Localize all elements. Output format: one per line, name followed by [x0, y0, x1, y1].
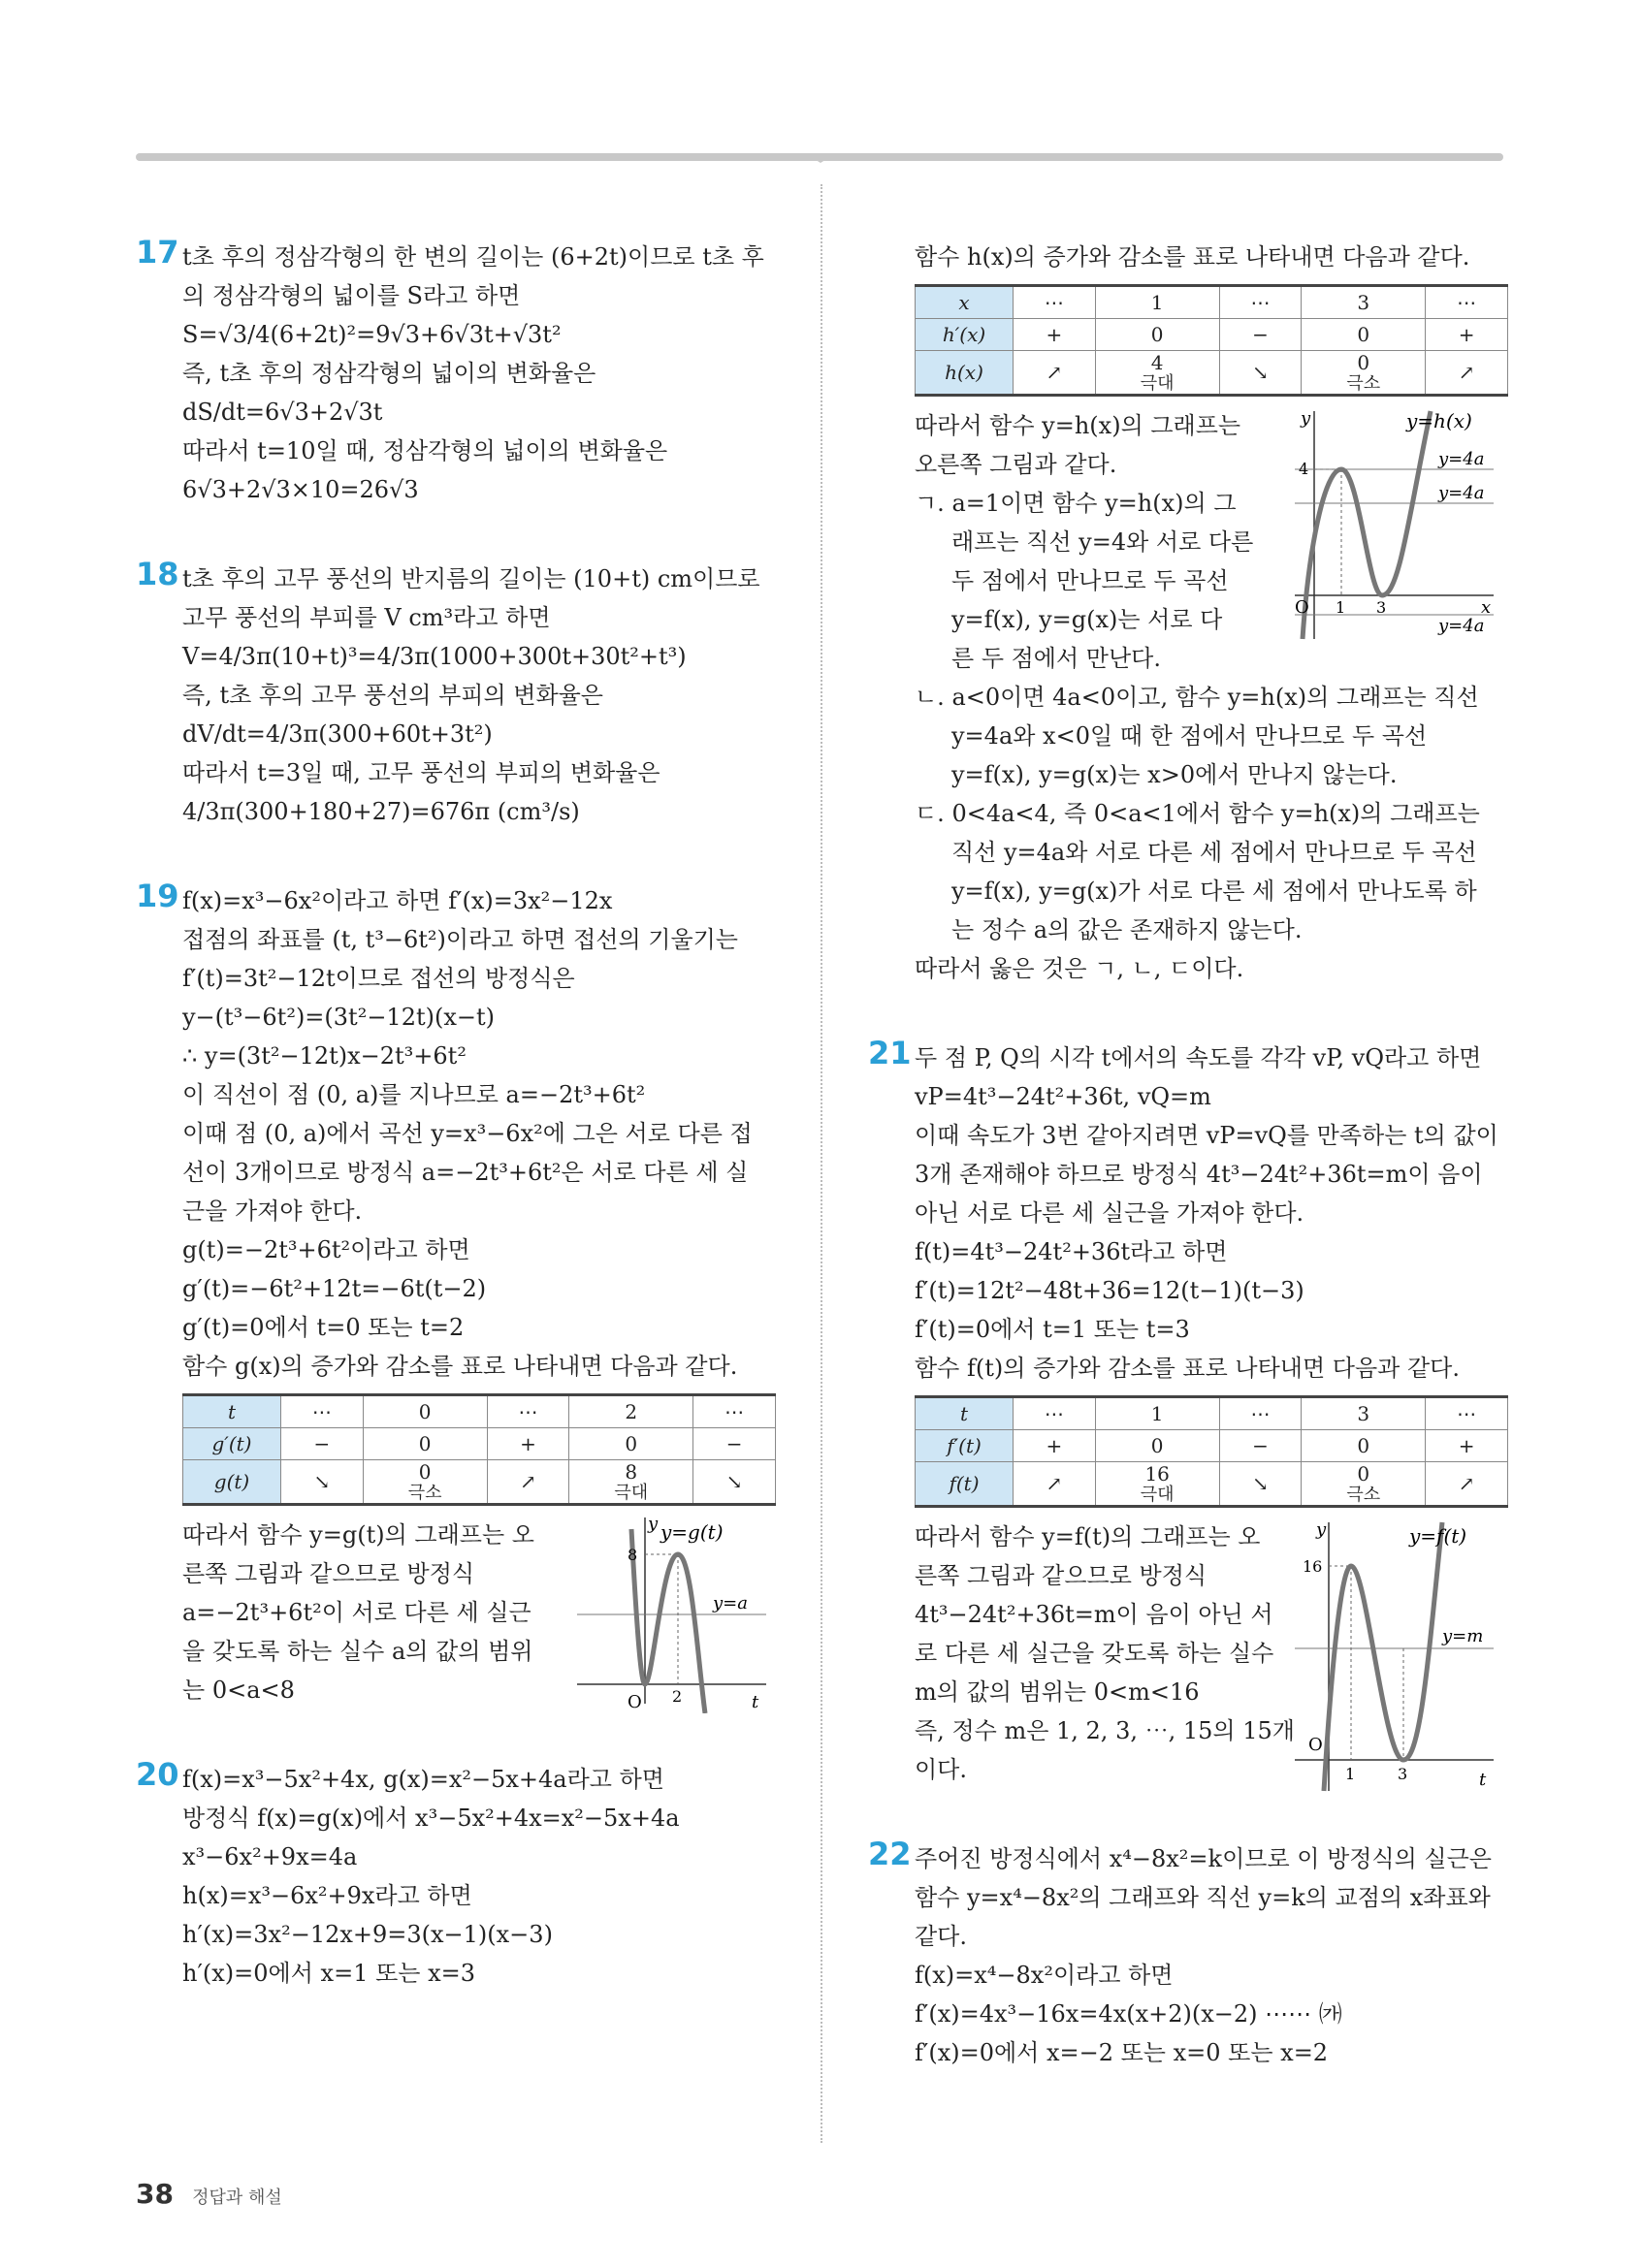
table-cell [1302, 1462, 1426, 1507]
table-cell: ⋯ [1426, 1397, 1508, 1430]
table-cell: 0 [363, 1428, 487, 1460]
equation-line: f′(x)=0에서 x=−2 또는 x=0 또는 x=2 [915, 2039, 1329, 2066]
problem-number: 21 [868, 1035, 912, 1071]
equation-line: g′(t)=−6t²+12t=−6t(t−2) [182, 1275, 487, 1302]
text-line: t초 후의 고무 풍선의 반지름의 길이는 (10+t) cm이므로 [182, 565, 760, 592]
text-line: 두 점에서 만나므로 두 곡선 [951, 567, 1229, 594]
table-cell: x [916, 286, 1014, 319]
text-line: 의 정삼각형의 넓이를 S라고 하면 [182, 282, 521, 309]
tick-label: 16 [1303, 1557, 1323, 1576]
text-line: 즉, 정수 m은 1, 2, 3, ⋯, 15의 15개 [915, 1717, 1295, 1744]
text-line: 직선 y=4a와 서로 다른 세 점에서 만나므로 두 곡선 [951, 839, 1477, 866]
table-cell: − [1219, 1430, 1302, 1462]
problem-number: 20 [136, 1756, 179, 1793]
tick-label: 4 [1299, 460, 1309, 478]
table-cell: + [1014, 1430, 1096, 1462]
problem-number: 17 [136, 234, 179, 271]
table-cell: 0 [1302, 1430, 1426, 1462]
tick-label: 2 [672, 1687, 683, 1706]
table-cell [569, 1460, 693, 1505]
table-cell: h(x) [916, 351, 1014, 396]
curve-f [1324, 1522, 1442, 1791]
table-sub-label: 극소 [1346, 1485, 1381, 1505]
text-line: 아닌 서로 다른 세 실근을 가져야 한다. [915, 1199, 1304, 1227]
page-footer [136, 2178, 282, 2210]
table-cell: 0 [363, 1395, 487, 1428]
problem-22 [868, 1836, 1492, 2072]
text-line: f(x)=x³−6x²이라고 하면 f′(x)=3x²−12x [182, 887, 613, 914]
equation-line: h′(x)=0에서 x=1 또는 x=3 [182, 1960, 475, 1987]
tick-label: 1 [1336, 598, 1346, 617]
line-label: y=4a [1438, 616, 1485, 636]
axis-label: y [1316, 1519, 1327, 1540]
text-line: 함수 f(t)의 증가와 감소를 표로 나타내면 다음과 같다. [915, 1355, 1460, 1382]
text-line: 함수 h(x)의 증가와 감소를 표로 나타내면 다음과 같다. [915, 243, 1470, 271]
origin-label: O [1308, 1735, 1323, 1755]
equation-line: f′(t)=0에서 t=1 또는 t=3 [915, 1316, 1190, 1343]
table-cell: h′(x) [916, 319, 1014, 351]
table-sub-label: 극대 [1140, 1485, 1175, 1505]
table-value: 0 [1357, 351, 1370, 374]
table-cell: t [916, 1397, 1014, 1430]
text-line: ㄱ. a=1이면 함수 y=h(x)의 그 [915, 490, 1237, 517]
variation-table-g [182, 1393, 776, 1506]
table-cell: + [487, 1428, 569, 1460]
text-line: 따라서 함수 y=h(x)의 그래프는 [915, 412, 1241, 439]
problem-number: 22 [868, 1836, 912, 1872]
table-cell: 0 [1302, 319, 1426, 351]
problem-19 [136, 878, 759, 1712]
table-cell: ↘ [281, 1460, 364, 1505]
table-value: 0 [418, 1460, 432, 1484]
table-cell: 3 [1302, 1397, 1426, 1430]
table-sub-label: 극소 [1346, 373, 1381, 394]
text-line: 따라서 t=3일 때, 고무 풍선의 부피의 변화율은 [182, 759, 660, 786]
tick-label: 3 [1398, 1765, 1408, 1783]
text-line: y=f(x), y=g(x)는 서로 다 [951, 606, 1223, 633]
problem-17 [136, 234, 764, 509]
table-cell: + [1426, 319, 1508, 351]
table-cell: 0 [1095, 1430, 1219, 1462]
table-cell: f(t) [916, 1462, 1014, 1507]
table-cell: + [1426, 1430, 1508, 1462]
table-cell: − [1219, 319, 1302, 351]
table-cell: ⋯ [281, 1395, 364, 1428]
text-line: 근을 가져야 한다. [182, 1198, 363, 1225]
text-line: f(x)=x⁴−8x²이라고 하면 [915, 1962, 1174, 1989]
text-line: 선이 3개이므로 방정식 a=−2t³+6t²은 서로 다른 세 실 [182, 1159, 749, 1186]
problem-18 [136, 556, 760, 831]
top-decorative-bar [136, 150, 1503, 164]
line-label: y=4a [1438, 483, 1485, 503]
text-line: 즉, t초 후의 고무 풍선의 부피의 변화율은 [182, 682, 603, 709]
text-line: 을 갖도록 하는 실수 a의 값의 범위 [182, 1638, 533, 1665]
equation-line: dV/dt=4/3π(300+60t+3t²) [182, 720, 493, 748]
axis-label: y [1301, 408, 1311, 429]
equation-line: f′(x)=4x³−16x=4x(x+2)(x−2) ⋯⋯ ㈎ [915, 2000, 1342, 2028]
variation-table-f [915, 1395, 1508, 1508]
table-cell: ↗ [1014, 351, 1096, 396]
text-line: 따라서 옳은 것은 ㄱ, ㄴ, ㄷ이다. [915, 955, 1244, 982]
table-cell [1095, 351, 1219, 396]
table-cell [363, 1460, 487, 1505]
text-line: a=−2t³+6t²이 서로 다른 세 실근 [182, 1599, 531, 1626]
equation-line: dS/dt=6√3+2√3t [182, 399, 383, 426]
axis-label: y [648, 1514, 659, 1534]
table-cell: ↗ [487, 1460, 569, 1505]
text-line: ㄴ. a<0이면 4a<0이고, 함수 y=h(x)의 그래프는 직선 [915, 684, 1479, 711]
table-cell: ↘ [1219, 1462, 1302, 1507]
text-line: 접점의 좌표를 (t, t³−6t²)이라고 하면 접선의 기울기는 [182, 926, 738, 953]
text-line: 른 두 점에서 만난다. [951, 645, 1161, 672]
table-cell: ⋯ [1426, 286, 1508, 319]
variation-table-h [915, 284, 1508, 397]
right-column [868, 238, 1498, 2123]
problem-20-continued [868, 238, 1492, 988]
tick-label: 8 [628, 1546, 638, 1564]
text-line: 따라서 함수 y=f(t)의 그래프는 오 [915, 1523, 1261, 1550]
curve-h [1303, 411, 1431, 639]
table-cell: ↘ [1219, 351, 1302, 396]
equation-line: V=4/3π(10+t)³=4/3π(1000+300t+30t²+t³) [182, 643, 687, 670]
equation-line: ∴ y=(3t²−12t)x−2t³+6t² [182, 1042, 467, 1070]
table-cell: 0 [569, 1428, 693, 1460]
text-line: 같다. [915, 1923, 967, 1950]
text-line: ㄷ. 0<4a<4, 즉 0<a<1에서 함수 y=h(x)의 그래프는 [915, 800, 1480, 827]
table-cell [1095, 1462, 1219, 1507]
text-line: y=f(x), y=g(x)가 서로 다른 세 점에서 만나도록 하 [951, 878, 1477, 905]
table-value: 0 [1357, 1462, 1370, 1485]
text-line: 따라서 함수 y=g(t)의 그래프는 오 [182, 1521, 534, 1549]
text-line: 이때 속도가 3번 같아지려면 vP=vQ를 만족하는 t의 값이 [915, 1122, 1498, 1149]
text-line: 두 점 P, Q의 시각 t에서의 속도를 각각 vP, vQ라고 하면 [915, 1044, 1482, 1071]
text-line: 고무 풍선의 부피를 V cm³라고 하면 [182, 604, 551, 631]
equation-line: y−(t³−6t²)=(3t²−12t)(x−t) [182, 1004, 495, 1031]
axis-label: x [1481, 597, 1492, 618]
table-cell: + [1014, 319, 1096, 351]
text-line: 이다. [915, 1756, 967, 1783]
origin-label: O [628, 1692, 642, 1712]
table-cell: ⋯ [1014, 1397, 1096, 1430]
table-sub-label: 극소 [407, 1483, 442, 1503]
table-cell: ⋯ [1014, 286, 1096, 319]
table-cell: g(t) [183, 1460, 281, 1505]
axis-label: t [752, 1692, 759, 1712]
text-line: f(t)=4t³−24t²+36t라고 하면 [915, 1238, 1228, 1265]
text-line: 로 다른 세 실근을 갖도록 하는 실수 [915, 1640, 1274, 1667]
text-line: 이 직선이 점 (0, a)를 지나므로 a=−2t³+6t² [182, 1081, 646, 1108]
table-cell: ⋯ [693, 1395, 776, 1428]
table-value: 4 [1150, 351, 1164, 374]
text-line: 주어진 방정식에서 x⁴−8x²=k이므로 이 방정식의 실근은 [915, 1845, 1492, 1872]
footer-label: 정답과 해설 [192, 2188, 282, 2208]
table-sub-label: 극대 [614, 1483, 649, 1503]
equation-line: 4t³−24t²+36t=m이 음이 아닌 서 [915, 1601, 1273, 1628]
text-line: 따라서 t=10일 때, 정삼각형의 넓이의 변화율은 [182, 437, 668, 464]
text-line: 이때 점 (0, a)에서 곡선 y=x³−6x²에 그은 서로 다른 접 [182, 1120, 753, 1147]
tick-label: 3 [1376, 598, 1387, 617]
text-line: 오른쪽 그림과 같다. [915, 451, 1117, 478]
equation-line: 4/3π(300+180+27)=676π (cm³/s) [182, 798, 580, 825]
table-cell: g′(t) [183, 1428, 281, 1460]
table-cell: 3 [1302, 286, 1426, 319]
table-cell: ⋯ [487, 1395, 569, 1428]
equation-line: vP=4t³−24t²+36t, vQ=m [915, 1083, 1211, 1110]
equation-line: x³−6x²+9x=4a [182, 1843, 358, 1870]
text-line: g(t)=−2t³+6t²이라고 하면 [182, 1236, 470, 1263]
text-line: 는 정수 a의 값은 존재하지 않는다. [951, 916, 1303, 943]
equation-line: h′(x)=3x²−12x+9=3(x−1)(x−3) [182, 1921, 553, 1948]
equation-line: g′(t)=0에서 t=0 또는 t=2 [182, 1314, 465, 1341]
table-cell: 0 [1095, 319, 1219, 351]
curve-label: y=g(t) [660, 1520, 724, 1544]
table-cell: ⋯ [1219, 286, 1302, 319]
origin-label: O [1295, 597, 1309, 618]
text-line: h(x)=x³−6x²+9x라고 하면 [182, 1882, 472, 1909]
table-cell: − [693, 1428, 776, 1460]
graph-g [577, 1510, 771, 1713]
text-line: 는 0<a<8 [182, 1677, 295, 1704]
text-line: m의 값의 범위는 0<m<16 [915, 1678, 1200, 1706]
table-cell: t [183, 1395, 281, 1428]
table-sub-label: 극대 [1140, 373, 1175, 394]
table-cell: ↗ [1014, 1462, 1096, 1507]
text-line: 함수 g(x)의 증가와 감소를 표로 나타내면 다음과 같다. [182, 1353, 738, 1380]
text-line: 른쪽 그림과 같으므로 방정식 [182, 1560, 475, 1587]
table-value: 8 [625, 1460, 638, 1484]
curve-g [631, 1529, 705, 1713]
curve-label: y=f(t) [1409, 1524, 1467, 1548]
line-label: y=m [1442, 1626, 1484, 1646]
table-value: 16 [1144, 1462, 1170, 1485]
problem-number: 18 [136, 556, 179, 592]
text-line: y=4a와 x<0일 때 한 점에서 만나므로 두 곡선 [951, 722, 1428, 750]
table-cell: − [281, 1428, 364, 1460]
table-cell: f′(t) [916, 1430, 1014, 1462]
table-cell: 2 [569, 1395, 693, 1428]
graph-f [1295, 1517, 1498, 1794]
text-line: 함수 y=x⁴−8x²의 그래프와 직선 y=k의 교점의 x좌표와 [915, 1884, 1491, 1911]
problem-number: 19 [136, 878, 179, 914]
table-cell [1302, 351, 1426, 396]
equation-line: 방정식 f(x)=g(x)에서 x³−5x²+4x=x²−5x+4a [182, 1805, 680, 1832]
table-cell: ⋯ [1219, 1397, 1302, 1430]
table-cell: 1 [1095, 286, 1219, 319]
axis-label: t [1479, 1770, 1487, 1790]
text-line: 3개 존재해야 하므로 방정식 4t³−24t²+36t=m이 음이 [915, 1161, 1483, 1188]
table-cell: ↗ [1426, 351, 1508, 396]
line-label: y=4a [1438, 449, 1485, 469]
equation-line: f′(t)=12t²−48t+36=12(t−1)(t−3) [915, 1277, 1304, 1304]
text-line: y=f(x), y=g(x)는 x>0에서 만나지 않는다. [951, 761, 1398, 788]
table-cell: ↗ [1426, 1462, 1508, 1507]
graph-h [1295, 406, 1498, 644]
left-column [136, 234, 764, 2043]
table-cell: 1 [1095, 1397, 1219, 1430]
line-label: y=a [713, 1593, 748, 1613]
problem-20 [136, 1756, 757, 1993]
text-line: 즉, t초 후의 정삼각형의 넓이의 변화율은 [182, 360, 596, 387]
text-line: f(x)=x³−5x²+4x, g(x)=x²−5x+4a라고 하면 [182, 1766, 664, 1793]
table-cell: ↘ [693, 1460, 776, 1505]
problem-21 [868, 1035, 1498, 1790]
tick-label: 1 [1345, 1765, 1356, 1783]
curve-label: y=h(x) [1406, 409, 1472, 432]
equation-line: 6√3+2√3×10=26√3 [182, 476, 419, 503]
text-line: 래프는 직선 y=4와 서로 다른 [951, 528, 1254, 556]
column-divider [821, 184, 822, 2143]
text-line: t초 후의 정삼각형의 한 변의 길이는 (6+2t)이므로 t초 후 [182, 243, 764, 271]
equation-line: S=√3/4(6+2t)²=9√3+6√3t+√3t² [182, 321, 562, 348]
page-number: 38 [136, 2178, 174, 2210]
text-line: 른쪽 그림과 같으므로 방정식 [915, 1562, 1207, 1589]
text-line: f′(t)=3t²−12t이므로 접선의 방정식은 [182, 965, 575, 992]
